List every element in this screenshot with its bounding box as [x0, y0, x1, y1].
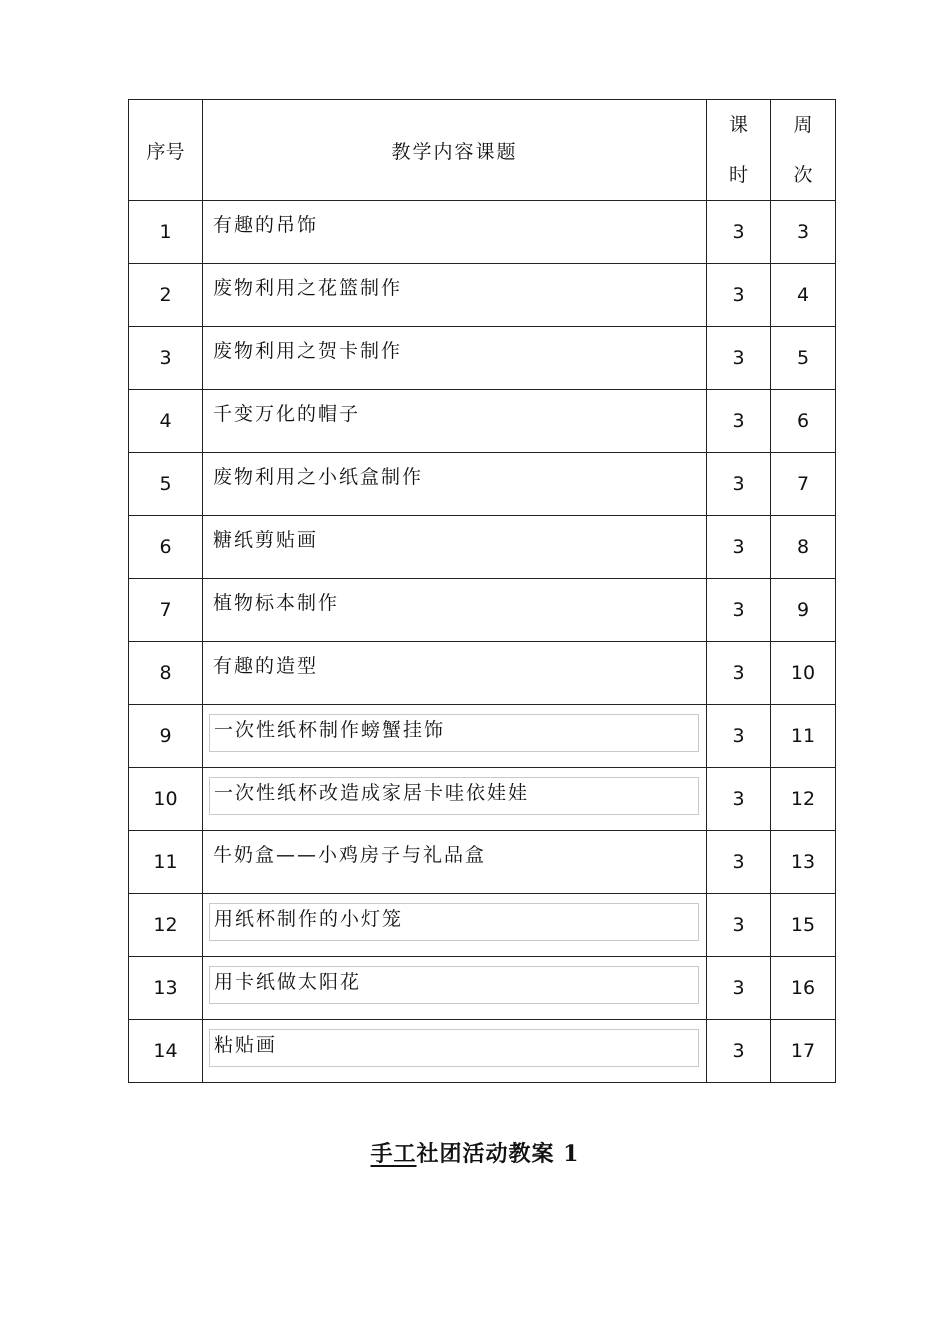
document-title-underlined: 手工: [370, 1141, 417, 1167]
row-topic: 一次性纸杯改造成家居卡哇依娃娃: [209, 777, 699, 815]
row-topic-cell: [203, 327, 707, 390]
row-hours: 3: [707, 705, 771, 768]
row-index: 10: [129, 768, 203, 831]
row-topic: 植物标本制作: [213, 592, 340, 614]
header-index: 序号: [129, 100, 203, 201]
row-week: 3: [771, 201, 836, 264]
row-topic-cell: [203, 1020, 707, 1083]
row-week: 6: [771, 390, 836, 453]
row-topic: 废物利用之小纸盒制作: [213, 466, 424, 488]
row-topic-cell: [203, 201, 707, 264]
row-topic-cell: [203, 516, 707, 579]
table-header-row: [129, 100, 836, 201]
row-index: 12: [129, 894, 203, 957]
row-topic-cell: [203, 453, 707, 516]
row-hours: 3: [707, 201, 771, 264]
row-topic-cell: [203, 264, 707, 327]
row-topic-cell: [203, 957, 707, 1020]
row-hours: 3: [707, 327, 771, 390]
row-hours: 3: [707, 642, 771, 705]
row-hours: 3: [707, 1020, 771, 1083]
row-index: 14: [129, 1020, 203, 1083]
row-topic: 废物利用之花篮制作: [213, 277, 403, 299]
row-topic: 糖纸剪贴画: [213, 529, 319, 551]
header-week-top: 周: [793, 114, 813, 136]
row-hours: 3: [707, 390, 771, 453]
row-week: 15: [771, 894, 836, 957]
row-week: 17: [771, 1020, 836, 1083]
row-topic-cell: [203, 768, 707, 831]
row-index: 13: [129, 957, 203, 1020]
row-index: 9: [129, 705, 203, 768]
table-body: [129, 201, 836, 1083]
table-row: [129, 390, 836, 453]
table-row: [129, 1020, 836, 1083]
row-index: 11: [129, 831, 203, 894]
row-week: 16: [771, 957, 836, 1020]
table-row: [129, 327, 836, 390]
row-topic: 牛奶盒——小鸡房子与礼品盒: [213, 844, 487, 866]
row-hours: 3: [707, 453, 771, 516]
row-hours: 3: [707, 516, 771, 579]
row-topic: 粘贴画: [209, 1029, 699, 1067]
row-topic: 有趣的造型: [213, 655, 319, 677]
header-week-bottom: 次: [793, 164, 813, 186]
table-row: [129, 768, 836, 831]
row-index: 2: [129, 264, 203, 327]
row-week: 12: [771, 768, 836, 831]
table-row: [129, 642, 836, 705]
row-hours: 3: [707, 579, 771, 642]
row-index: 8: [129, 642, 203, 705]
row-topic-cell: [203, 390, 707, 453]
table-row: [129, 831, 836, 894]
row-topic: 一次性纸杯制作螃蟹挂饰: [209, 714, 699, 752]
row-index: 1: [129, 201, 203, 264]
header-week: [771, 100, 836, 201]
row-week: 10: [771, 642, 836, 705]
row-topic-cell: [203, 894, 707, 957]
row-week: 9: [771, 579, 836, 642]
row-index: 3: [129, 327, 203, 390]
row-hours: 3: [707, 264, 771, 327]
row-index: 4: [129, 390, 203, 453]
row-hours: 3: [707, 831, 771, 894]
row-topic: 有趣的吊饰: [213, 214, 319, 236]
header-hours: [707, 100, 771, 201]
row-week: 4: [771, 264, 836, 327]
row-week: 7: [771, 453, 836, 516]
document-title-rest: 社团活动教案 1: [416, 1141, 580, 1167]
row-topic-cell: [203, 642, 707, 705]
row-topic: 废物利用之贺卡制作: [213, 340, 403, 362]
row-index: 7: [129, 579, 203, 642]
row-topic: 用卡纸做太阳花: [209, 966, 699, 1004]
table-row: [129, 705, 836, 768]
lesson-schedule-table: [128, 99, 836, 1083]
table-row: [129, 201, 836, 264]
table-row: [129, 894, 836, 957]
header-hours-top: 课: [728, 114, 748, 136]
row-week: 8: [771, 516, 836, 579]
row-hours: 3: [707, 768, 771, 831]
header-hours-bottom: 时: [728, 164, 748, 186]
row-week: 5: [771, 327, 836, 390]
row-topic-cell: [203, 579, 707, 642]
table-row: [129, 579, 836, 642]
table-row: [129, 453, 836, 516]
row-topic-cell: [203, 831, 707, 894]
document-title: [0, 1137, 950, 1168]
row-topic: 千变万化的帽子: [213, 403, 361, 425]
row-topic: 用纸杯制作的小灯笼: [209, 903, 699, 941]
row-topic-cell: [203, 705, 707, 768]
row-week: 13: [771, 831, 836, 894]
row-index: 5: [129, 453, 203, 516]
row-week: 11: [771, 705, 836, 768]
table-row: [129, 264, 836, 327]
header-topic: 教学内容课题: [203, 100, 707, 201]
row-index: 6: [129, 516, 203, 579]
row-hours: 3: [707, 957, 771, 1020]
row-hours: 3: [707, 894, 771, 957]
table-row: [129, 516, 836, 579]
table-row: [129, 957, 836, 1020]
